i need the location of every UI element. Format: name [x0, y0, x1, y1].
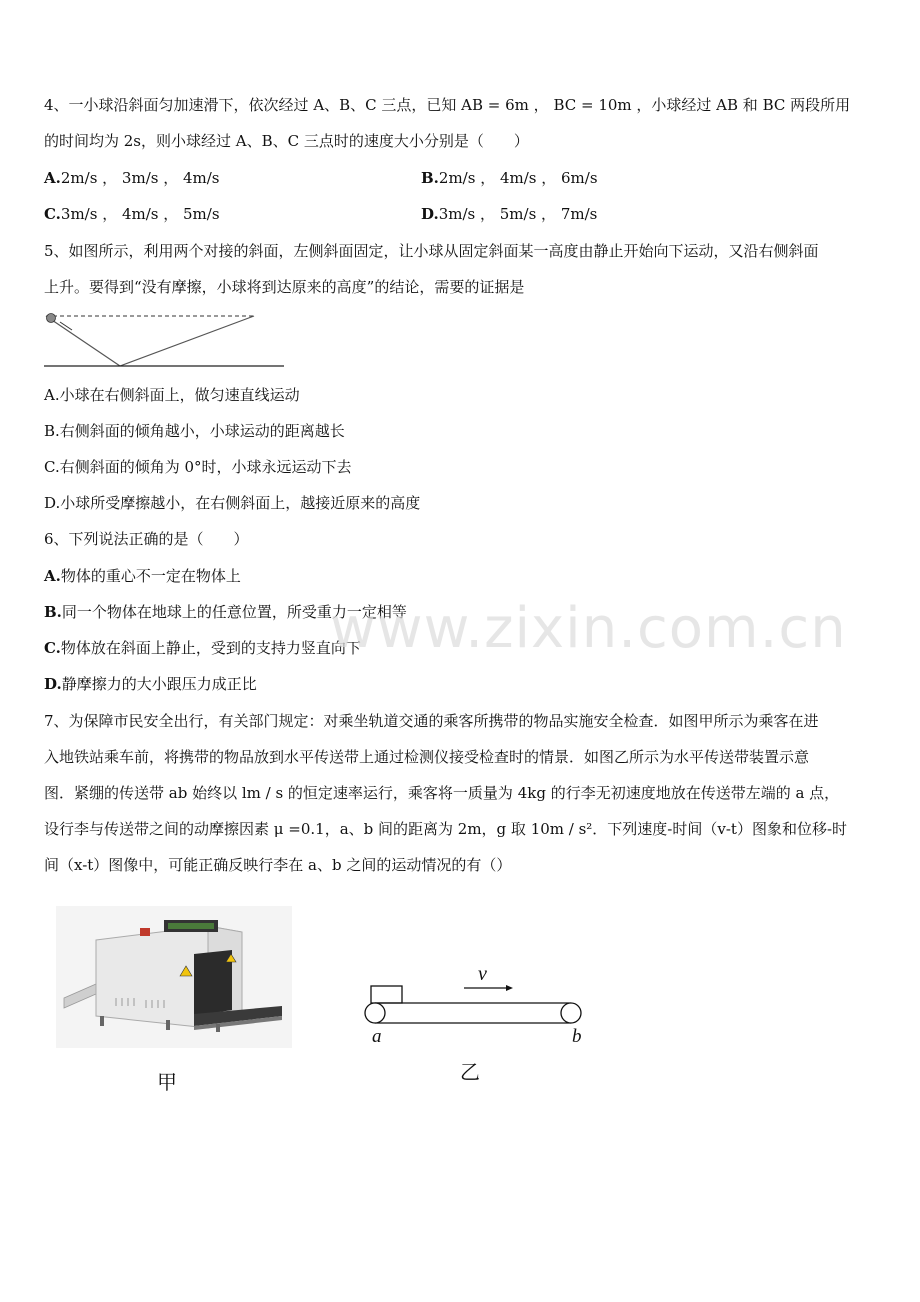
q5-option-b: B.右侧斜面的倾角越小，小球运动的距离越长	[44, 422, 345, 440]
q5-stem-line1: 5、如图所示，利用两个对接的斜面，左侧斜面固定，让小球从固定斜面某一高度由静止开始向下运动，又沿右侧斜面	[44, 242, 819, 260]
q6-option-a-letter: A.	[44, 567, 61, 585]
q4-option-b	[421, 167, 598, 189]
point-a-label: a	[372, 1026, 382, 1047]
velocity-arrowhead	[506, 985, 513, 991]
q7-stem-line2: 入地铁站乘车前，将携带的物品放到水平传送带上通过检测仪接受检查时的情景．如图乙所示为水平传送带装置示意	[44, 748, 810, 766]
figure-jia-caption: 甲	[157, 1070, 177, 1094]
figure-yi-caption: 乙	[460, 1060, 480, 1084]
scanner-foot	[100, 1016, 104, 1026]
q4-option-c	[44, 203, 220, 225]
q6-option-a	[44, 565, 241, 587]
left-incline	[46, 316, 120, 366]
q7-stem-line1: 7、为保障市民安全出行，有关部门规定：对乘坐轨道交通的乘客所携带的物品实施安全检查．如图甲所示为乘客在进	[44, 712, 819, 730]
q4-option-d	[421, 203, 597, 225]
roller-b	[561, 1003, 581, 1023]
q4-stem-line1: 4、一小球沿斜面匀加速滑下，依次经过 A、B、C 三点，已知 AB = 6m ， BC = 10m ，小球经过 AB 和 BC 两段所用	[44, 96, 851, 114]
velocity-label: v	[478, 963, 487, 985]
scanner-foot	[166, 1020, 170, 1030]
q5-option-a: A.小球在右侧斜面上，做匀速直线运动	[44, 386, 300, 404]
q6-option-c-letter: C.	[44, 639, 61, 657]
q4-option-a-letter: A.	[44, 169, 61, 187]
q7-stem-line5: 间（x-t）图像中，可能正确反映行李在 a、b 之间的运动情况的有（）	[44, 856, 512, 874]
q6-option-a-text: 物体的重心不一定在物体上	[60, 567, 241, 585]
q6-option-c	[44, 637, 361, 659]
q4-option-c-letter: C.	[44, 205, 61, 223]
q4-option-c-text: 3m/s ， 4m/s ， 5m/s	[60, 205, 220, 223]
q4-option-b-text: 2m/s ， 4m/s ， 6m/s	[438, 169, 598, 187]
ball-icon	[47, 314, 56, 323]
conveyor-belt-diagram	[360, 958, 600, 1050]
q5-stem-line2: 上升。要得到“没有摩擦，小球将到达原来的高度”的结论，需要的证据是	[44, 278, 525, 296]
q6-option-d	[44, 673, 257, 695]
q6-option-b-text: 同一个物体在地球上的任意位置，所受重力一定相等	[61, 603, 407, 621]
q4-option-a-text: 2m/s ， 3m/s ， 4m/s	[60, 169, 220, 187]
xray-scanner-image	[56, 906, 292, 1048]
q4-option-b-letter: B.	[421, 169, 439, 187]
scanner-tunnel	[194, 950, 232, 1016]
q6-option-c-text: 物体放在斜面上静止，受到的支持力竖直向下	[60, 639, 361, 657]
luggage-block	[371, 986, 402, 1003]
right-incline	[120, 316, 254, 366]
incline-diagram	[40, 310, 290, 372]
scanner-foot	[216, 1024, 220, 1032]
q6-stem: 6、下列说法正确的是（ ）	[44, 530, 249, 548]
q7-stem-line3: 图．紧绷的传送带 ab 始终以 lm / s 的恒定速率运行，乘客将一质量为 4kg 的行李无初速度地放在传送带左端的 a 点，	[44, 784, 840, 802]
watermark: www.zixin.com.cn	[330, 596, 847, 661]
q4-option-d-letter: D.	[421, 205, 439, 223]
q5-option-d: D.小球所受摩擦越小，在右侧斜面上，越接近原来的高度	[44, 494, 421, 512]
point-b-label: b	[572, 1026, 582, 1047]
q4-stem-line2: 的时间均为 2s，则小球经过 A、B、C 三点时的速度大小分别是（ ）	[44, 132, 529, 150]
q6-option-d-letter: D.	[44, 675, 62, 693]
q6-option-d-text: 静摩擦力的大小跟压力成正比	[61, 675, 257, 693]
red-indicator-icon	[140, 928, 150, 936]
scanner-display-screen	[168, 923, 214, 929]
q4-option-a	[44, 167, 220, 189]
q6-option-b-letter: B.	[44, 603, 62, 621]
q5-option-c: C.右侧斜面的倾角为 0°时，小球永远运动下去	[44, 458, 352, 476]
q7-stem-line4: 设行李与传送带之间的动摩擦因素 μ =0.1，a、b 间的距离为 2m，g 取 10m / s²．下列速度-时间（v-t）图象和位移-时	[44, 820, 848, 838]
roller-a	[365, 1003, 385, 1023]
q4-option-d-text: 3m/s ， 5m/s ， 7m/s	[438, 205, 598, 223]
